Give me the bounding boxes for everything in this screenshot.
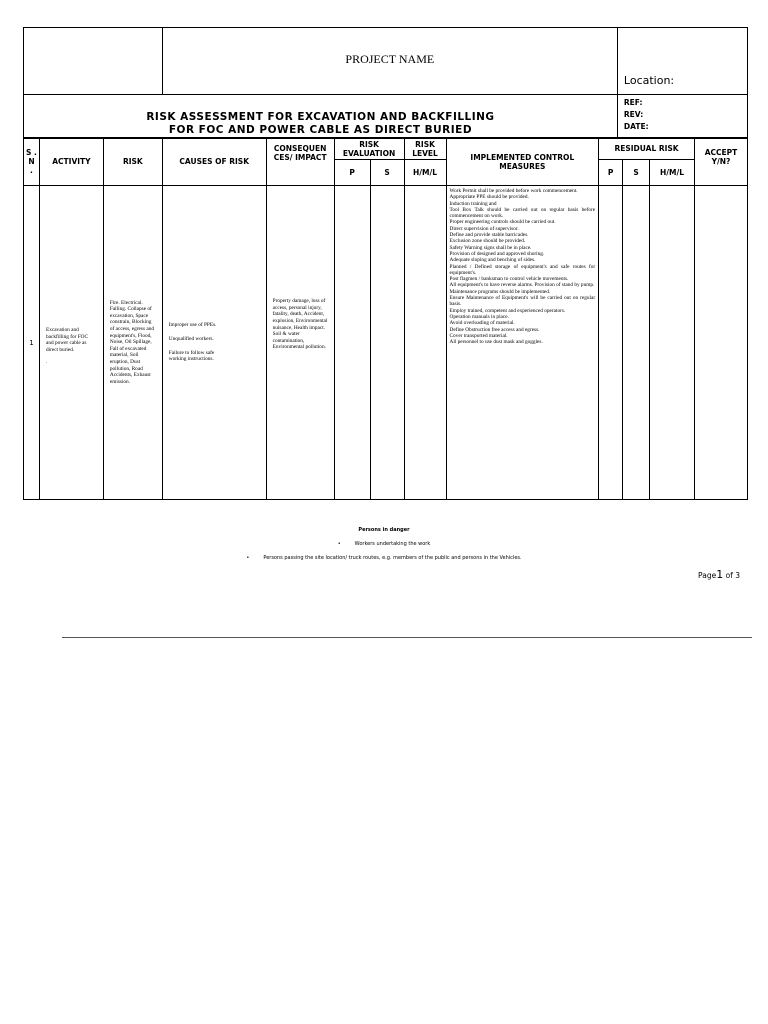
control-measure: Operation manuals in place.	[449, 313, 509, 320]
row-consequences: Property damage, loss of access, personal injury, fatality, death, Accident, explosion, Environmental nuisance, Health impact. Soil & water contamination, Environmental pollution.	[266, 186, 334, 500]
document-title	[24, 95, 618, 139]
control-measure: Tool Box Talk should be carried out on regular basis before commencement on work.	[449, 206, 596, 220]
rev-label: REV:	[623, 110, 644, 119]
page-prefix: Page	[698, 571, 717, 580]
project-name: PROJECT NAME	[162, 28, 617, 95]
control-measure: Exclusion zone should be provided.	[449, 238, 526, 245]
col-causes: CAUSES OF RISK	[162, 138, 266, 186]
control-measure: Work Permit shall be provided before work commencement.	[449, 188, 578, 194]
header-table	[23, 27, 748, 139]
control-measure: All equipment's to have reverse alarms. Provision of stand by pump.	[449, 282, 595, 289]
control-measure: Provision of designed and approved shoring.	[449, 250, 545, 257]
control-measure: Define Obstruction free access and egress.	[449, 326, 540, 333]
bullet-public	[0, 555, 768, 561]
col-activity: ACTIVITY	[39, 138, 103, 186]
control-measure: Appropriate PPE should be provided.	[449, 194, 529, 201]
logo-cell	[24, 28, 163, 95]
row-causes	[162, 186, 266, 500]
control-measure: Planned / Defined storage of equipment's and safe routes for equipment's.	[449, 263, 596, 276]
title-line-1: RISK ASSESSMENT FOR EXCAVATION AND BACKFILLING	[146, 111, 495, 123]
meta-cell	[617, 95, 747, 139]
risk-table	[23, 137, 748, 500]
control-measure: Direct supervision of supervisor.	[449, 225, 519, 232]
control-measure: Ensure Maintenance of Equipment's will be carried out on regular basis.	[449, 295, 596, 308]
control-measure: Avoid overloading of material.	[449, 320, 515, 327]
control-measure: Employ trained, competent and experienced operators.	[449, 307, 566, 314]
bullet-workers	[0, 541, 768, 547]
row-sn: 1	[24, 186, 40, 500]
row-residual-p	[599, 186, 623, 500]
col-risk-level: RISK LEVEL	[404, 138, 446, 160]
control-measure: Maintenance programs should be implemented.	[449, 288, 551, 295]
page-number	[660, 568, 740, 581]
date-label: DATE:	[623, 122, 649, 131]
cause-3: Failure to follow safe working instructions.	[168, 349, 215, 363]
row-risk: Fire. Electrical. Falling. Collapse of excavation, Space constrain, Blocking of access, egress and equipment's, Flood, Noise, Oil Spillage, Fall of excavated material, Soil eruption, Dust pollution, Road Accidents, Exhaust emission.	[103, 186, 162, 500]
row-residual-s	[623, 186, 650, 500]
activity-text: Excavation and backfilling for FOC and power cable as direct buried.	[45, 327, 89, 353]
cause-2: Unqualified workers.	[168, 335, 214, 342]
row-eval-s	[370, 186, 404, 500]
col-eval-s: S	[370, 160, 404, 186]
control-measure: Safety Warning signs shall be in place.	[449, 244, 532, 251]
control-measure: Adequate sloping and benching of sides.	[449, 257, 536, 264]
col-accept: ACCEPT Y/N?	[694, 138, 747, 186]
row-eval-p	[334, 186, 370, 500]
col-risk: RISK	[103, 138, 162, 186]
col-controls: IMPLEMENTED CONTROL MEASURES	[446, 138, 599, 186]
bullet-workers-text: Workers undertaking the work	[354, 541, 431, 547]
table-row	[24, 186, 748, 500]
bullet-public-text: Persons passing the site location/ truck routes, e.g. members of the public and persons in the Vehicles.	[263, 555, 522, 561]
row-controls	[446, 186, 599, 500]
col-residual-s: S	[623, 160, 650, 186]
persons-in-danger-title: Persons in danger	[358, 527, 410, 533]
control-measure: Post flagmen / banksman to control vehicle movements.	[449, 276, 569, 283]
location-label: Location:	[623, 74, 675, 87]
col-risk-evaluation: RISK EVALUATION	[334, 138, 404, 160]
col-residual-risk: RESIDUAL RISK	[599, 138, 695, 160]
cause-1: Improper use of PPEs.	[168, 322, 217, 329]
row-level-hml	[404, 186, 446, 500]
col-sn: S . N .	[24, 138, 40, 186]
control-measure: Proper engineering controls should be carried out.	[449, 219, 556, 226]
location-cell	[617, 28, 747, 95]
col-eval-p: P	[334, 160, 370, 186]
control-measure: Induction training and	[449, 200, 497, 207]
control-measure: All personnel to use dust mask and goggles.	[449, 339, 543, 346]
row-residual-hml	[650, 186, 695, 500]
page-divider	[62, 637, 752, 638]
page-suffix: of 3	[723, 571, 740, 580]
col-level-hml: H/M/L	[404, 160, 446, 186]
title-line-2: FOR FOC AND POWER CABLE AS DIRECT BURIED	[168, 124, 473, 136]
ref-label: REF:	[623, 98, 643, 107]
col-residual-hml: H/M/L	[650, 160, 695, 186]
control-measure: Define and provide stable barricades.	[449, 232, 529, 239]
control-measure: Cover transported material.	[449, 332, 508, 339]
activity-dot: .	[45, 359, 48, 366]
col-residual-p: P	[599, 160, 623, 186]
col-consequences: CONSEQUEN CES/ IMPACT	[266, 138, 334, 186]
row-activity	[39, 186, 103, 500]
page-current: 1	[716, 568, 724, 581]
row-accept	[694, 186, 747, 500]
